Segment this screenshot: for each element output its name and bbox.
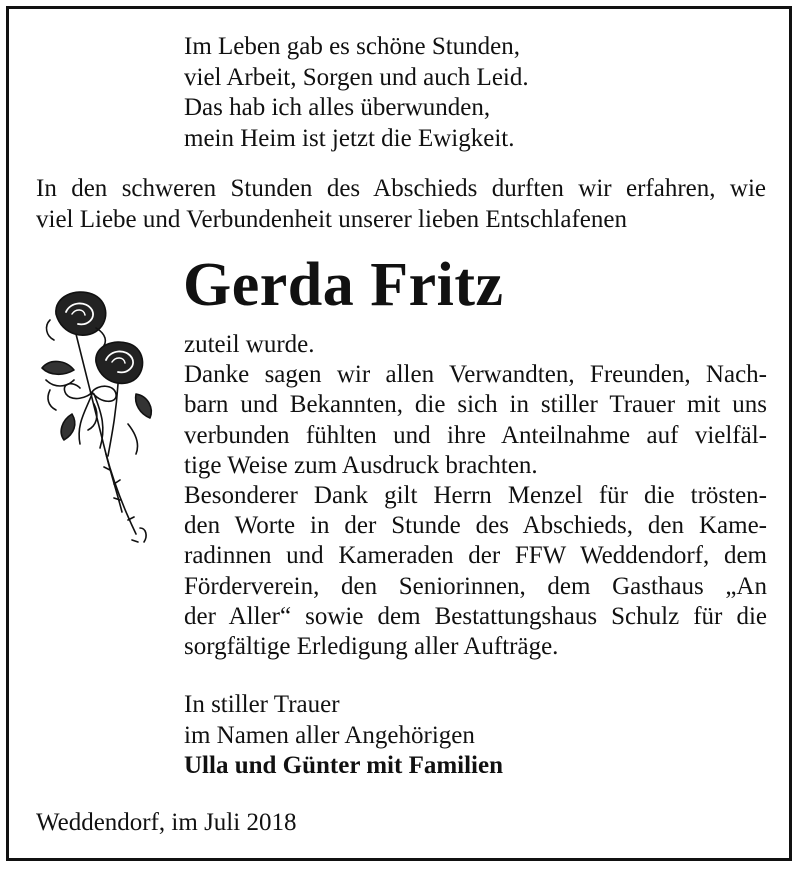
- text-line: Danke sagen wir allen Verwandten, Freunden, Nach-: [184, 361, 767, 389]
- deceased-name: Gerda Fritz: [183, 251, 504, 319]
- text-line: barn und Bekannten, die sich in stiller Trauer mit uns: [184, 391, 767, 419]
- text-line: verbunden fühlten und ihre Anteilnahme auf vielfäl-: [184, 421, 767, 449]
- text-line: zuteil wurde.: [184, 331, 315, 358]
- intro-line: In den schweren Stunden des Abschieds durften wir erfahren, wie: [36, 175, 766, 202]
- poem-line: viel Arbeit, Sorgen und auch Leid.: [184, 63, 529, 91]
- poem-line: Im Leben gab es schöne Stunden,: [184, 33, 521, 60]
- memorial-poem: [184, 32, 529, 154]
- text-line: radinnen und Kameraden der FFW Weddendorf, dem: [184, 542, 767, 570]
- text-line: der Aller“ sowie dem Bestattungshaus Schulz für die: [184, 602, 767, 630]
- text-line: den Worte in der Stunde des Abschieds, den Kame-: [184, 512, 767, 540]
- signature-line: im Namen aller Angehörigen: [184, 721, 475, 749]
- text-line: Förderverein, den Seniorinnen, dem Gasthaus „An: [184, 572, 767, 600]
- place-date: Weddendorf, im Juli 2018: [36, 809, 297, 836]
- poem-line: mein Heim ist jetzt die Ewigkeit.: [184, 124, 515, 152]
- acknowledgement-text: [184, 330, 767, 662]
- family-signature: Ulla und Günter mit Familien: [184, 752, 504, 779]
- rose-illustration-icon: [36, 284, 156, 549]
- text-line: tige Weise zum Ausdruck brachten.: [184, 451, 538, 479]
- signature-block: [184, 690, 503, 782]
- text-line: sorgfältige Erledigung aller Aufträge.: [184, 633, 559, 661]
- intro-paragraph: [36, 173, 766, 235]
- text-line: Besonderer Dank gilt Herrn Menzel für die trösten-: [184, 482, 767, 510]
- signature-line: In stiller Trauer: [184, 691, 340, 718]
- poem-line: Das hab ich alles überwunden,: [184, 94, 491, 121]
- intro-line: viel Liebe und Verbundenheit unserer lieben Entschlafenen: [36, 206, 627, 233]
